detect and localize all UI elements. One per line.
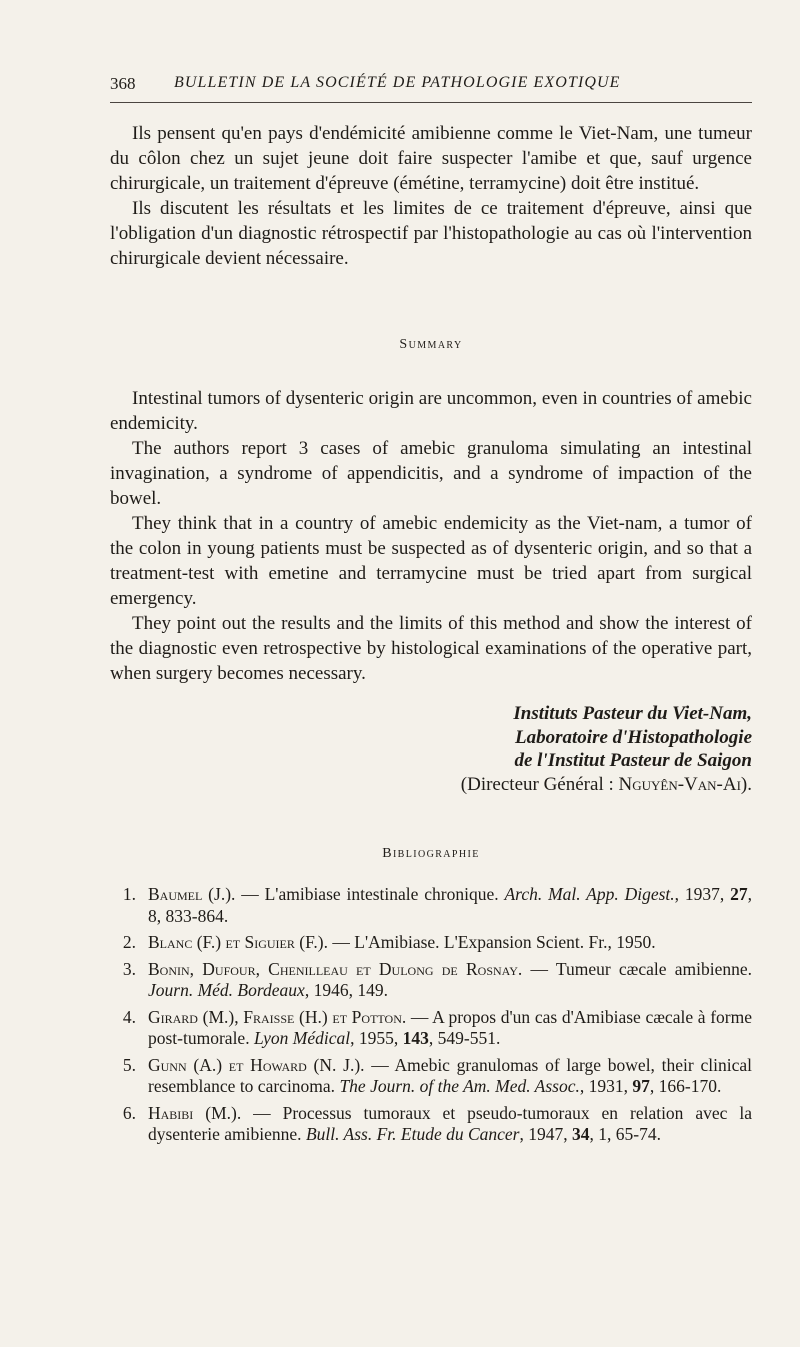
french-conclusion: [110, 121, 752, 271]
paragraph: They think that in a country of amebic endemicity as the Viet-nam, a tumor of the colon in young patients must be suspected as of dysenteric origin, and so that a treatment-test with emetine and terramycine must be tried apart from surgical emergency.: [110, 513, 752, 609]
reference-number: 4.: [122, 1006, 136, 1027]
reference-authors: Habibi (M.).: [148, 1102, 242, 1123]
reference-authors: Blanc (F.) et Siguier (F.).: [148, 932, 328, 952]
reference-pages: , 166-170.: [649, 1076, 722, 1096]
paragraph: Ils pensent qu'en pays d'endémicité amibienne comme le Viet-Nam, une tumeur du côlon chez un sujet jeune doit faire suspecter l'amibe et que, sauf urgence chirurgicale, un traitement d'épreuve (émétine, terramycine) doit être institué.: [110, 123, 752, 194]
reference-number: 6.: [122, 1102, 136, 1123]
reference-journal: The Journ. of the Am. Med. Assoc.: [339, 1076, 580, 1096]
reference-text: — A propos d'un cas d'Amibiase cæcale à forme post-tumorale.: [148, 1006, 752, 1048]
reference-year: , 1946, 149.: [304, 980, 388, 1000]
reference-item: [110, 1055, 752, 1098]
reference-year: , 1955,: [350, 1028, 403, 1048]
summary-body: [110, 386, 752, 686]
reference-journal: Lyon Médical: [253, 1028, 351, 1048]
reference-pages: , 8, 833-864.: [148, 884, 752, 926]
reference-journal: Journ. Méd. Bordeaux: [148, 980, 305, 1000]
affiliation-line: Laboratoire d'Histopathologie: [515, 726, 752, 748]
reference-number: 2.: [122, 932, 136, 952]
paragraph: The authors report 3 cases of amebic granuloma simulating an intestinal invagination, a syndrome of appendicitis, and a syndrome of impaction of the bowel.: [110, 438, 752, 509]
bibliography-list: [110, 884, 752, 1151]
director-name: Nguyên-Van-Ai: [618, 773, 741, 795]
reference-authors: Bonin, Dufour, Chenilleau et Dulong de Rosnay.: [148, 958, 523, 979]
page-number: 368: [110, 74, 136, 93]
director-line: [110, 773, 752, 797]
reference-pages: , 1, 65-74.: [589, 1124, 661, 1144]
running-title: BULLETIN DE LA SOCIÉTÉ DE PATHOLOGIE EXOTIQUE: [174, 74, 621, 91]
reference-volume: 97: [632, 1076, 650, 1096]
reference-item: [110, 884, 752, 927]
reference-item: [110, 1007, 752, 1050]
reference-pages: , 549-551.: [428, 1028, 501, 1048]
page-header: [110, 74, 752, 103]
reference-text: — L'Amibiase. L'Expansion Scient. Fr., 1950.: [328, 932, 656, 952]
reference-year: , 1947,: [519, 1124, 572, 1144]
reference-authors: Baumel (J.).: [148, 884, 236, 904]
reference-number: 3.: [122, 958, 136, 979]
reference-journal: Bull. Ass. Fr. Etude du Cancer: [305, 1124, 520, 1144]
affiliation-block: [110, 702, 752, 796]
director-prefix: (Directeur Général :: [460, 773, 619, 795]
paragraph: Intestinal tumors of dysenteric origin are uncommon, even in countries of amebic endemicity.: [110, 388, 752, 434]
reference-year: , 1931,: [579, 1076, 633, 1096]
reference-item: [110, 959, 752, 1002]
director-suffix: ).: [740, 773, 752, 795]
affiliation-line: Instituts Pasteur du Viet-Nam,: [513, 703, 752, 724]
reference-year: , 1937,: [674, 884, 731, 904]
paragraph: They point out the results and the limits of this method and show the interest of the diagnostic even retrospective by histological examinations of the operative part, when surgery becomes necessary.: [110, 613, 752, 684]
reference-item: [110, 932, 752, 954]
summary-heading: Summary: [399, 337, 463, 352]
bibliography-heading: Bibliographie: [382, 846, 480, 861]
affiliation-line: de l'Institut Pasteur de Saigon: [514, 750, 752, 771]
reference-number: 1.: [122, 884, 136, 904]
reference-volume: 27: [730, 884, 748, 904]
reference-item: [110, 1103, 752, 1146]
reference-text: — L'amibiase intestinale chronique.: [235, 884, 505, 904]
reference-number: 5.: [122, 1054, 136, 1075]
reference-volume: 34: [572, 1124, 590, 1144]
reference-authors: Girard (M.), Fraisse (H.) et Potton.: [148, 1006, 407, 1027]
reference-text: — Tumeur cæcale amibienne.: [522, 958, 752, 979]
reference-authors: Gunn (A.) et Howard (N. J.).: [148, 1054, 365, 1075]
paragraph: Ils discutent les résultats et les limites de ce traitement d'épreuve, ainsi que l'obligation d'un diagnostic rétrospectif par l'histopathologie au cas où l'intervention chirurgicale devient nécessaire.: [110, 198, 752, 269]
reference-volume: 143: [402, 1028, 429, 1048]
reference-text: — Processus tumoraux et pseudo-tumoraux en relation avec la dysenterie amibienne.: [148, 1102, 752, 1144]
reference-text: — Amebic granulomas of large bowel, their clinical resemblance to carcinoma.: [148, 1054, 752, 1096]
reference-journal: Arch. Mal. App. Digest.: [504, 884, 675, 904]
